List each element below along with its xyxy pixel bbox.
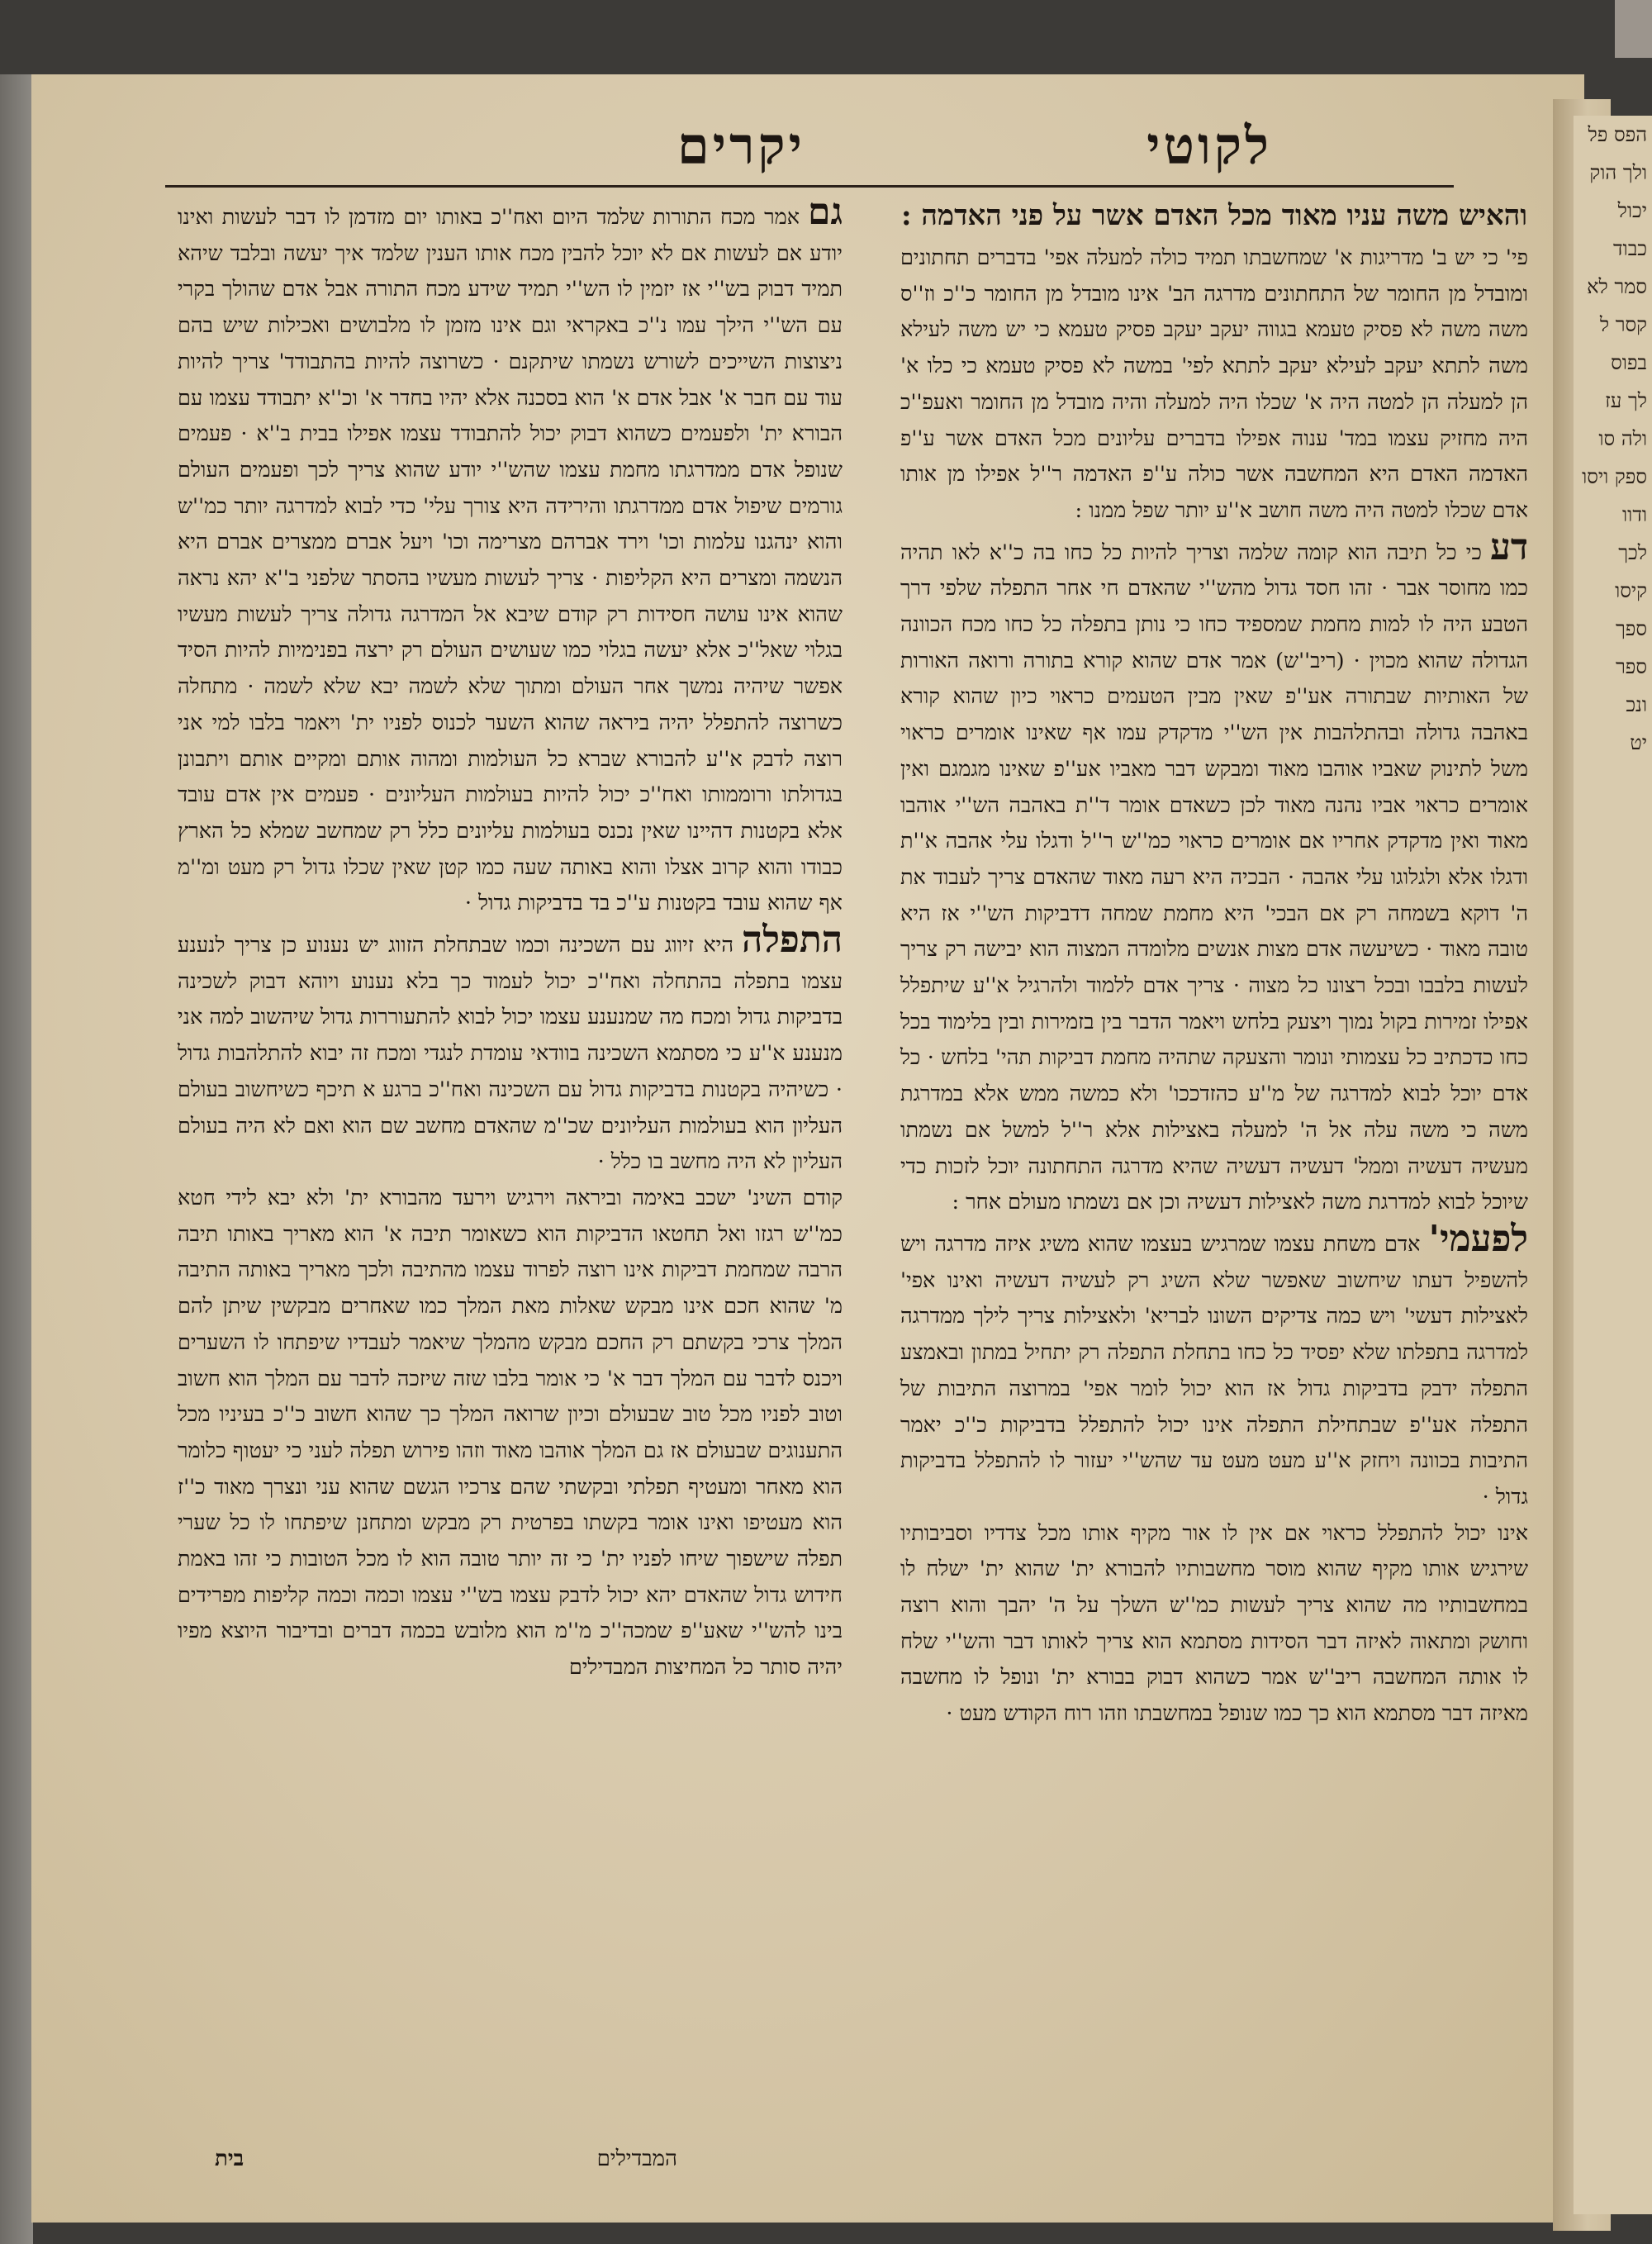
facing-page-line: יכול — [1617, 199, 1647, 222]
paragraph — [900, 1217, 1528, 1516]
facing-page-fragment — [1574, 116, 1652, 2214]
book-cover-edge — [0, 74, 33, 2244]
paragraph-text: אדם משחת עצמו שמרגיש בעצמו שהוא משיג איזה מדרגה ויש להשפיל דעתו שיחשוב שאפשר שלא השיג רק לעשיה דעשיה ואינו אפי' לאצילות דעשי' ויש כמה צדיקים השונו לבריא' ולאצילות צריך לילך ממדרגה למדרגה בתפלתו שלא יפסיד כל כחו בתחלת התפלה רק יתחיל במתון ובאמצע התפלה ידבק בדביקות גדול אז הוא יכול לומר אפי' במרוצה התיבות של התפלה אע''פ שבתחילת התפלה אינו יכול להתפלל בדביקות כ''כ יאמר התיבות בכוונה ויחזק א''ע מעט מעט עד שהש''י יעזור לו להתפלל בדביקות גדול · — [900, 1231, 1528, 1509]
facing-page-line: לכך — [1618, 541, 1647, 564]
opening-word: דע — [1489, 525, 1528, 568]
paragraph — [178, 191, 843, 922]
opening-word: גם — [808, 191, 843, 233]
paragraph: פי' כי יש ב' מדריגות א' שמחשבתו תמיד כולה למעלה אפי' בדברים תחתונים ומובדל מן החומר של התחתונים מדרגה הב' אינו מובדל מן החומר כ''כ וז''ס משה משה לא פסיק טעמא בגווה יעקב יעקב פסיק טעמא כי יש משה לעילא משה לתתא יעקב לעילא יעקב לתתא לפי' במשה לא פסיק טעמא כי כלו א' הן למעלה הן למטה היה א' שכלו היה למעלה והיה מובדל מן החומר ואעפ''כ היה מחזיק עצמו במד' ענוה אפילו בדברים עליונים מכל האדם אשר ע''פ האדמה האדם היא המחשבה אשר כולה ע''פ האדמה ר''ל אפילו מן אותו אדם שכלו למטה היה משה חושב א''ע יותר שפל ממנו : — [900, 245, 1529, 523]
facing-page-line: ספר — [1615, 655, 1647, 678]
left-column — [178, 191, 843, 1686]
facing-page-line: קיסו — [1615, 579, 1647, 602]
facing-page-line: ודוו — [1622, 503, 1647, 526]
facing-page-line: כבוד — [1613, 237, 1647, 260]
header-word-right: לקוטי — [1146, 116, 1272, 176]
right-column — [900, 194, 1528, 1733]
facing-page-line: סמר לא — [1587, 275, 1647, 298]
facing-page-line: הפס פל — [1588, 123, 1647, 146]
facing-page-line: קסר ל — [1599, 313, 1647, 336]
header-rule — [165, 185, 1454, 188]
catchword: בית — [215, 2147, 244, 2171]
paragraph-text: אמר מכח התורות שלמד היום ואח''כ באותו יום מזדמן לו דבר לעשות ואינו יודע אם לעשות אם לא יוכל להבין מכח אותו הענין שלמד איך יעשה ובלבד שיהא תמיד דבוק בש''י אז יזמין לו הש''י תמיד שידע מכח התורה אבל אדם שהולך בקרי עם הש''י הילך עמו נ''כ באקראי וגם אינו מזמן לו מלבושים ואכילות שיש בהם ניצוצות השייכים לשורש נשמתו שיתקנם · כשרוצה להיות בהתבודד' צריך להיות עוד עם חבר א' אבל אדם א' הוא בסכנה אלא יהיו בחדר א' וכ''א יתבודד עצמו עם הבורא ית' ולפעמים כשהוא דבוק יכול להתבודד עצמו אפילו בבית ב''א · פעמים שנופל אדם ממדרגתו מחמת עצמו שהש''י יודע שהוא צריך לכך ופעמים העולם גורמים שיפול אדם ממדרגתו והירידה היא צורך עלי' כדי לבוא למדרגה יותר כמ''ש והוא ינהגנו עלמות וכו' וירד אברהם מצרימה וכו' ויעל אברם ממצרים אברם היא הנשמה ומצרים היא הקליפות · צריך לעשות מעשיו בהסתר שלפני ב''א יהא נראה שהוא אינו עושה חסידות רק קודם שיבא אל המדרגה גדולה צריך לעשות מעשיו בגלוי שאל''כ אלא יעשה בגלוי כמו שעושים העולם רק ירצה בפנימיות להיות הסיד אפשר שיהיה נמשך אחר העולם ומתוך שלא לשמה יבא שלא לשמה · מתחלה כשרוצה להתפלל יהיה ביראה שהוא השער לכנוס לפניו ית' ויאמר בלבו למי אני רוצה לדבק א''ע להבורא שברא כל העולמות ומהוה אותם ומקיים אותם ויתבונן בגדולתו ורוממותו ואח''כ יכול להיות בעולמות העליונים · פעמים אין אדם עובד אלא בקטנות דהיינו שאין נכנס בעולמות עליונים כלל רק שמחשב שמלא כל הארץ כבודו והוא קרוב אצלו והוא באותה שעה כמו קטן שאין שכלו גדול רק מעט ומ''מ אף שהוא עובד בקטנות ע''כ בד בדביקות גדול · — [178, 205, 843, 916]
book-spine-corner — [1615, 0, 1652, 58]
paragraph: קודם השינ' ישכב באימה וביראה וירגיש וירעד מהבורא ית' ולא יבא לידי חטא כמ''ש רגזו ואל תחטאו הדביקות הוא כשאומר תיבה א' הוא מאריך באותו תיבה הרבה שמחמת דביקות אינו רוצה לפרוד עצמו מהתיבה ולכך מאריך באותה התיבה מ' שהוא חכם אינו מבקש שאלות מאת המלך כמו שאחרים מבקשין שיתן להם המלך צרכי בקשתם רק החכם מבקש מהמלך שיאמר לעבדיו שיפתחו לו השערים ויכנס לדבר עם המלך דבר א' כי אומר בלבו שזה שיזכה לדבר עם המלך הוא חשוב וטוב לפניו מכל טוב שבעולם וכיון שרואה המלך כך שהוא חשוב כ''כ בעיניו מכל התענוגים שבעולם אז גם המלך אוהבו מאוד וזהו פירוש תפלה לעני כי יעטוף כלומר הוא מאחר ומעטיף תפלתי ובקשתי שהם צרכיו הגשם שהוא עני ונצרך מאוד כ''ז הוא מעטיפו ואינו אומר בקשתו בפרטית רק מבקש ומתחנן שיפתחו לו כל שערי תפלה שישפוך שיחו לפניו ית' כי זה יותר טובה הוא לו מכל הטובות כי זהו באמת חידוש גדול שהאדם יהא יכול לדבק עצמו בש''י עצמו וכמה וכמה קליפות מפרידים בינו להש''י שאע''פ שמכה''כ מ''מ הוא מלובש בכמה דברים ובדיבור היוצא מפיו יהיה סותר כל המחיצות המבדילים — [178, 1185, 843, 1681]
opening-word: לפעמי' — [1428, 1217, 1528, 1260]
section-title: והאיש משה עניו מאוד מכל האדם אשר על פני האדמה : — [900, 199, 1528, 232]
facing-page-line: ולה סו — [1598, 427, 1647, 450]
paragraph — [178, 919, 843, 1181]
opening-word: התפלה — [742, 919, 843, 962]
facing-page-line: בפוס — [1611, 351, 1647, 374]
paragraph-text: כי כל תיבה הוא קומה שלמה וצריך להיות כל כחו בה כ''א לאו תהיה כמו מחוסר אבר · זהו חסד גדול מהש''י שהאדם חי אחר התפלה שלפי דרך הטבע היה לו למות מחמת שמספיד כחו כי נותן בתפלה כל כחו מכח הכוונה הגדולה שהוא מכוין · (ריב''ש) אמר אדם שהוא קורא בתורה ורואה האורות של האותיות שבתורה אע''פ שאין מבין הטעמים כראוי כיון שהוא קורא באהבה גדולה ובהתלהבות אין הש''י מדקדק עמו אף שאינו אומרים כראוי משל לתינוק שאביו אוהבו מאוד ומבקש דבר מאביו אע''פ שאינו מגמגם ואין אומרים כראוי אביו נהנה מאוד לכן כשאדם אומר ד''ת באהבה הש''י אוהבו מאוד ואין מדקדק אחריו אם אומרים כראוי כמ''ש ר''ל ודגלו עלי אהבה א''ת ודגלו אלא ולגלוגו עלי אהבה · הבכיה היא רעה מאוד שהאדם צריך לעבוד את ה' דוקא בשמחה רק אם הבכי' היא מחמת שמחה דדביקות הש''י אז היא טובה מאוד · כשיעשה אדם מצות אנשים מלומדה המצוה הוא יבישה רק צריך לעשות בלבבו ובכל רצונו כל מצוה · צריך אדם ללמוד ולהרגיל א''ע שיתפלל אפילו זמירות בקול נמוך ויצעק בלחש ויאמר הדבר בין בזמירות ובין בלימוד בכל כחו כדכתיב כל עצמותי ונומר והצעקה שתהיה מחמת דביקות תהי' בלחש · כל אדם יוכל לבוא למדרגה של מ''ע כהזדככו' ולא כמשה ממש אלא במדרגת משה כי משה עלה אל ה' למעלה באצילות אלא ר''ל למשל אם נשמתו מעשיה דעשיה וממל' דעשיה דעשיה שהיא מדרגה התחתונה יוכל לזכות כדי שיוכל לבוא למדרגת משה לאצילות דעשיה וכן אם נשמתו מעולם אחר : — [900, 540, 1528, 1215]
paragraph: אינו יכול להתפלל כראוי אם אין לו אור מקיף אותו מכל צדדיו וסביבותיו שירגיש אותו מקיף שהוא מוסר מחשבותיו להבורא ית' שהוא ית' ישלח לו במחשבותיו מה שהוא צריך לעשות כמ''ש השלך על ה' יהבך והוא רוצה וחושק ומתאוה לאיזה דבר הסידות מסתמא הוא צריך לאותו דבר והש''י שלח לו אותה המחשבה ריב''ש אמר כשהוא דבוק בבורא ית' ונופל לו מחשבה מאיזה דבר מסתמא הוא כך כמו שנופל במחשבתו וזהו רוח הקודש מעט · — [900, 1520, 1528, 1727]
facing-page-line: ולך הוק — [1589, 161, 1647, 184]
facing-page-line: לך עז — [1605, 389, 1647, 412]
catchword-trail: המבדילים — [596, 2147, 677, 2171]
facing-page-line: יט — [1630, 731, 1647, 754]
facing-page-line: ספך — [1615, 617, 1647, 640]
facing-page-line: ספק ויסו — [1582, 465, 1647, 488]
facing-page-line: ונכ — [1626, 693, 1647, 716]
paragraph-text: היא זיווג עם השכינה וכמו שבתחלת הזווג יש נענוע כן צריך לנענע עצמו בתפלה בהתחלה ואח''כ יכול לעמוד כך בלא נענוע ויוהא דבוק לשכינה בדביקות גדול ומכח מה שמנענע עצמו יכול לבוא להתעוררות גדול שיהשוב למה אני מנענע א''ע כי מסתמא השכינה בוודאי עומדת לנגדי ומכח זה יבוא להתלהבות גדול · כשיהיה בקטנות בדביקות גדול עם השכינה ואח''כ ברגע א תיכף כשיחשוב בעולם העליון הוא בעולמות העליונים שכ''מ שהאדם מחשב שם הוא ואם לא היה בעולם העליון לא היה מחשב בו כלל · — [178, 933, 843, 1175]
header-word-left: יקרים — [677, 116, 805, 176]
running-header — [677, 116, 1272, 190]
paragraph — [900, 525, 1528, 1221]
